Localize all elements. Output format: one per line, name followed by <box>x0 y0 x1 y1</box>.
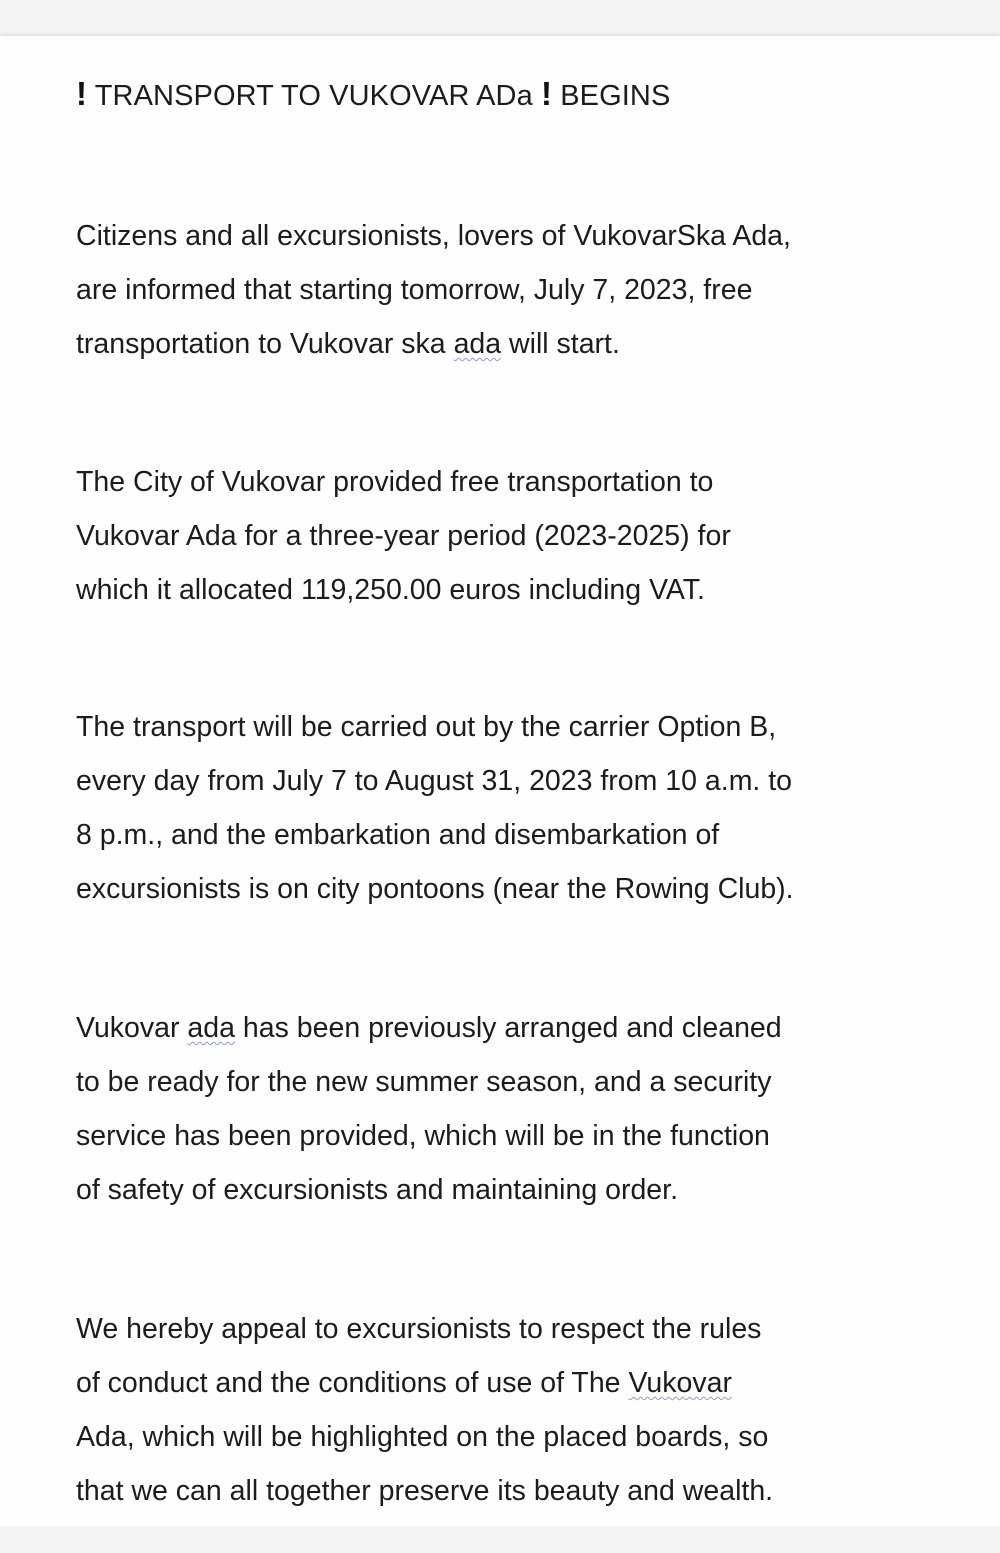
title-text-part2: BEGINS <box>552 80 671 112</box>
paragraph-line: that we can all together preserve its beauty and wealth. <box>76 1475 774 1507</box>
spellcheck-flagged-word: ada <box>453 328 502 360</box>
exclamation-icon: ! <box>540 75 553 112</box>
paragraph-line <box>76 1356 946 1410</box>
bottom-background-strip <box>0 1526 1000 1553</box>
line-segment: of conduct and the conditions of use of The <box>76 1367 629 1399</box>
line-segment: will start. <box>501 328 620 360</box>
line-segment: has been previously arranged and cleaned <box>234 1012 782 1044</box>
paragraph-line: to be ready for the new summer season, and a security <box>76 1066 772 1098</box>
paragraph-line: 8 p.m., and the embarkation and disembarkation of <box>76 819 720 851</box>
paragraph-preparation <box>76 1001 946 1217</box>
document-title <box>76 74 670 116</box>
paragraph-schedule <box>76 700 946 916</box>
paragraph-line: Citizens and all excursionists, lovers of VukovarSka Ada, <box>76 220 791 252</box>
line-segment: transportation to Vukovar ska <box>76 328 454 360</box>
paragraph-line: The transport will be carried out by the carrier Option B, <box>76 711 777 743</box>
paragraph-line: excursionists is on city pontoons (near the Rowing Club). <box>76 873 794 905</box>
paragraph-line <box>76 317 946 371</box>
paragraph-appeal <box>76 1302 946 1518</box>
paragraph-line <box>76 1001 946 1055</box>
paragraph-line: are informed that starting tomorrow, July 7, 2023, free <box>76 274 753 306</box>
paragraph-funding <box>76 455 946 617</box>
paragraph-line: The City of Vukovar provided free transportation to <box>76 466 714 498</box>
paragraph-line: which it allocated 119,250.00 euros including VAT. <box>76 574 705 606</box>
paragraph-line: of safety of excursionists and maintaining order. <box>76 1174 678 1206</box>
paragraph-announcement <box>76 209 946 371</box>
paragraph-line: We hereby appeal to excursionists to respect the rules <box>76 1313 762 1345</box>
paragraph-line: service has been provided, which will be in the function <box>76 1120 770 1152</box>
top-background-strip <box>0 0 1000 36</box>
paragraph-line: Vukovar Ada for a three-year period (2023-2025) for <box>76 520 731 552</box>
paragraph-line: Ada, which will be highlighted on the placed boards, so <box>76 1421 769 1453</box>
spellcheck-flagged-word: Vukovar <box>628 1367 732 1399</box>
spellcheck-flagged-word: ada <box>187 1012 235 1044</box>
paragraph-line: every day from July 7 to August 31, 2023 from 10 a.m. to <box>76 765 793 797</box>
title-text-part1: TRANSPORT TO VUKOVAR ADa <box>87 80 541 112</box>
line-segment: Vukovar <box>76 1012 188 1044</box>
exclamation-icon: ! <box>76 75 88 112</box>
